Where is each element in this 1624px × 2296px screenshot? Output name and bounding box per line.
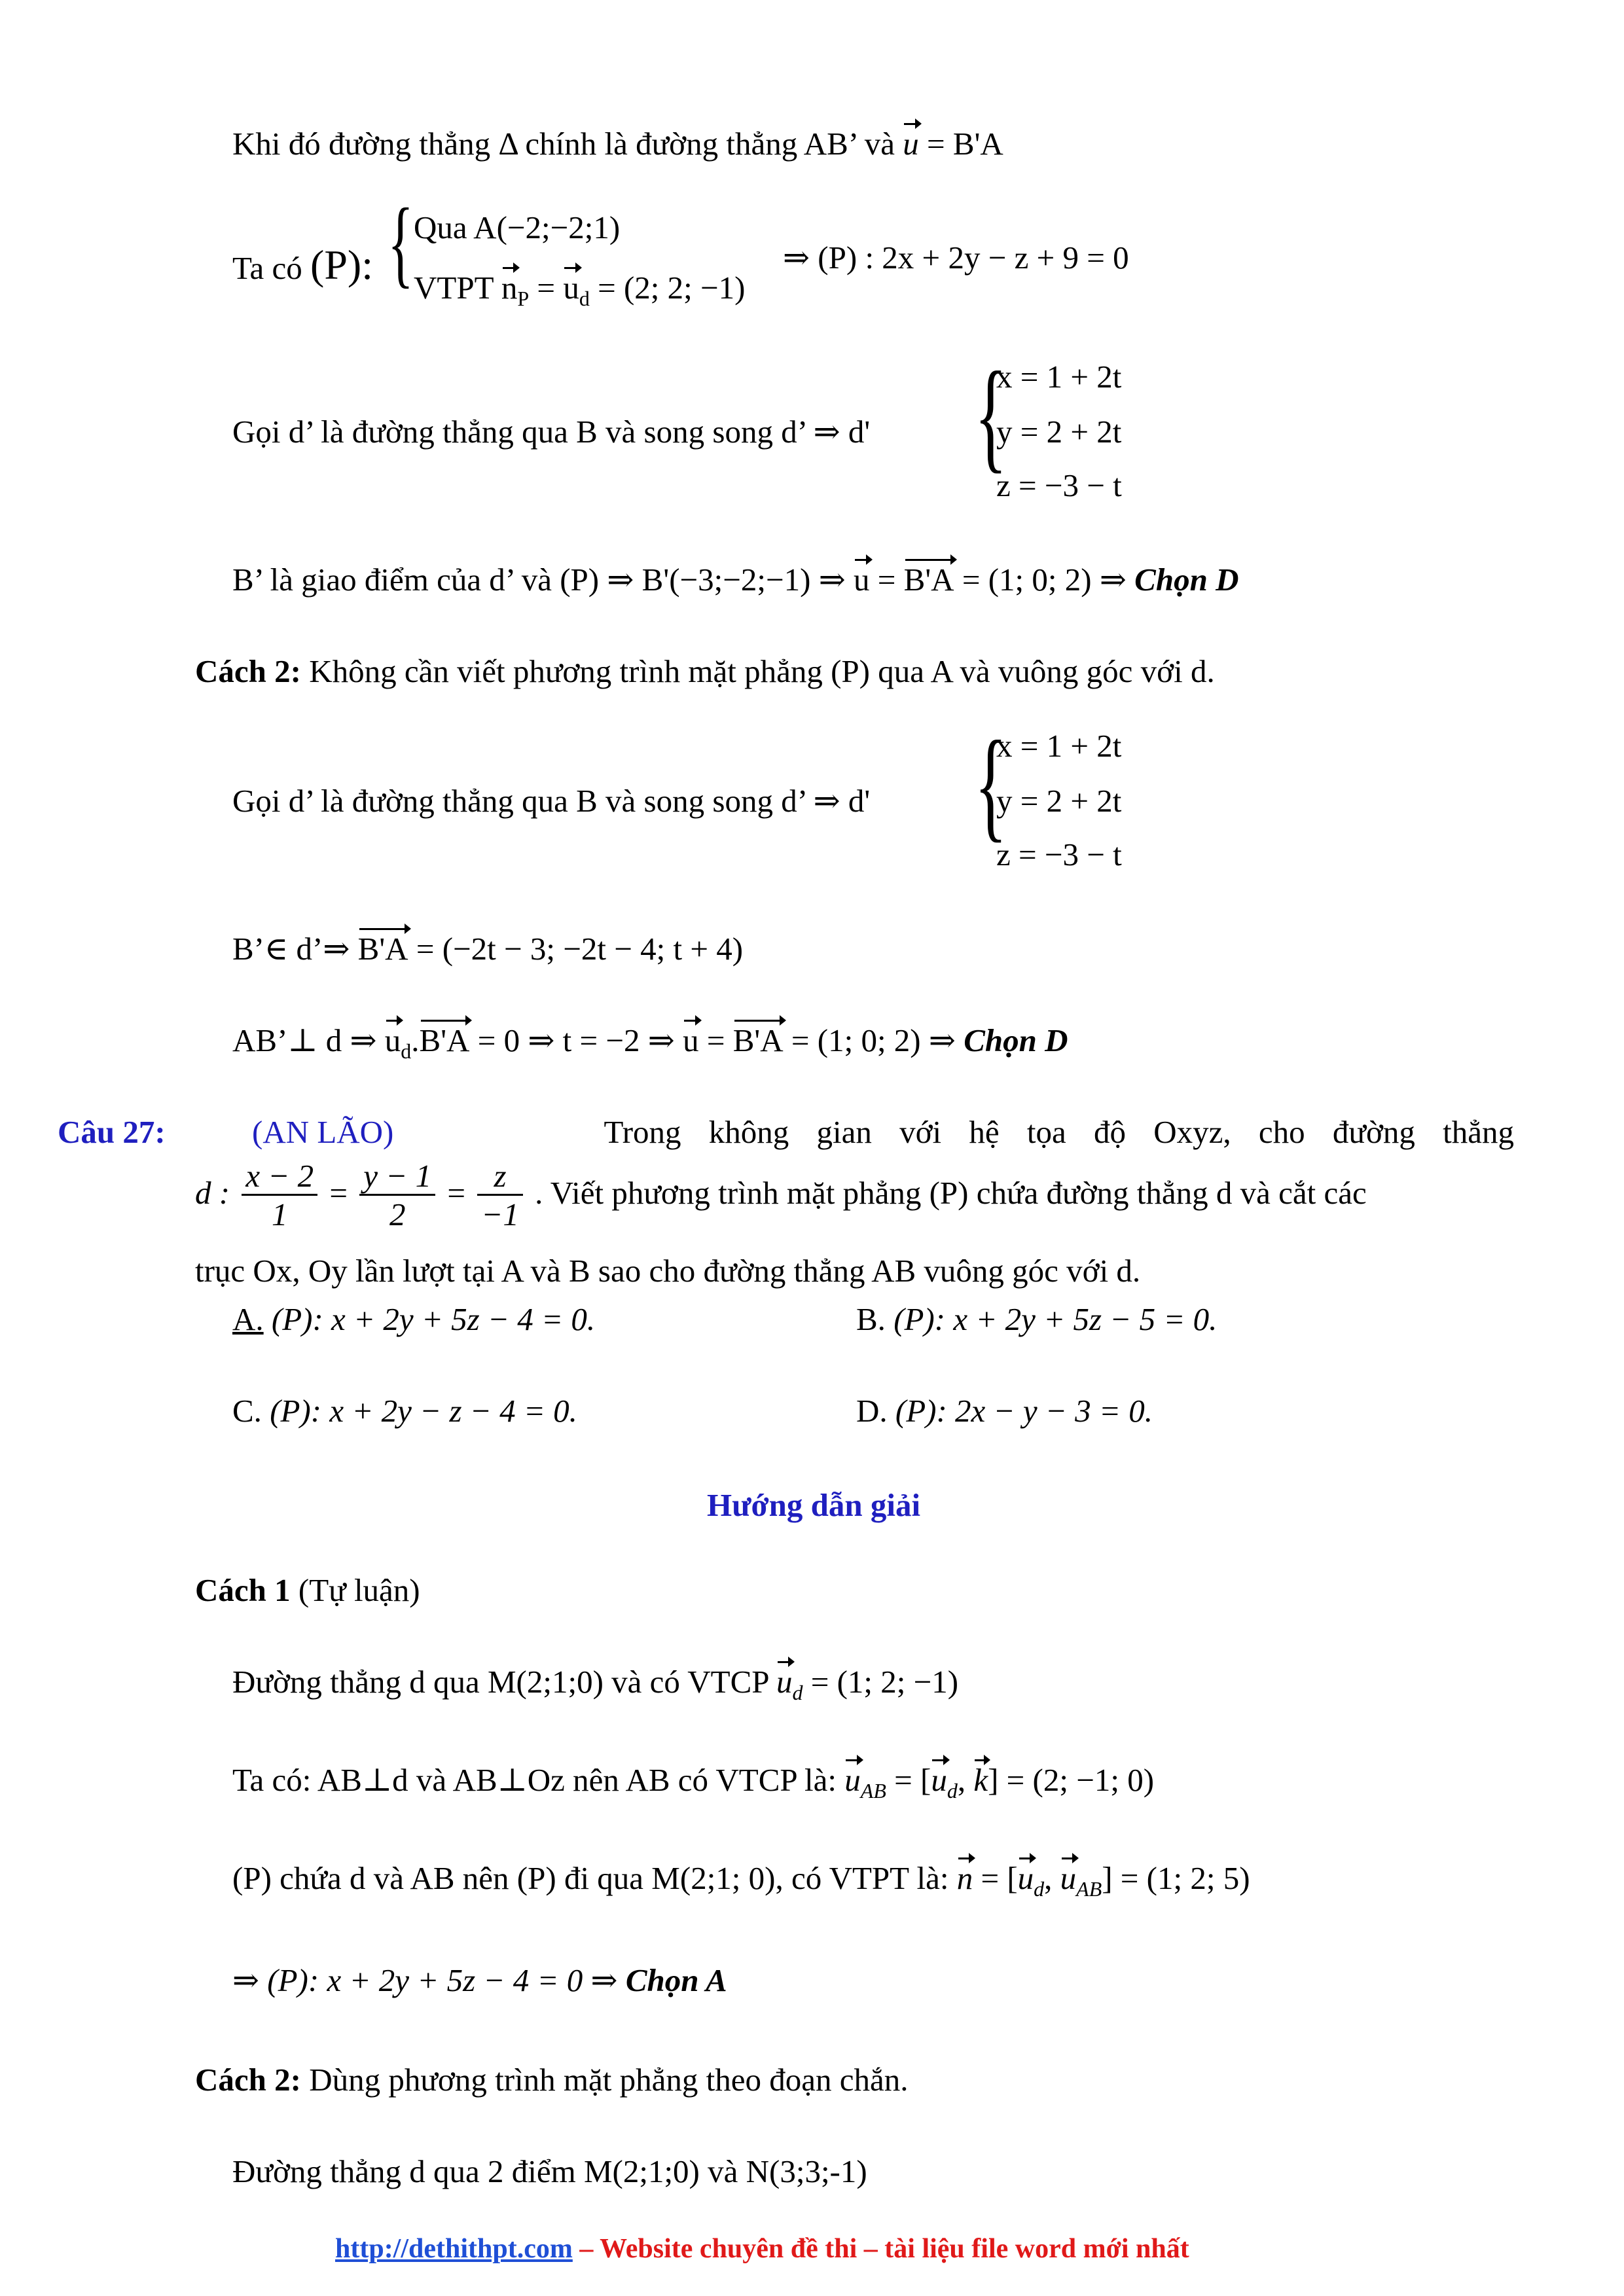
line-1 <box>232 126 1003 162</box>
sub: d <box>792 1680 803 1704</box>
t: . <box>411 1022 420 1058</box>
solution-line-3: (P) chứa d và AB nên (P) đi qua M(2;1; 0), có VTPT là: $n = [u_d$, $u_{AB}] = (1$; 2; 5) <box>232 1860 1250 1901</box>
t: ] = (2; −1; 0) <box>988 1762 1155 1798</box>
solution-line-5: Đường thẳng d qua 2 điểm M(2;1;0) và N(3;3;-1) <box>232 2153 867 2189</box>
t: = (2; 2; −1) <box>598 270 746 306</box>
option-b <box>856 1301 1217 1338</box>
line-7 <box>232 1022 1068 1064</box>
option-a <box>232 1301 595 1338</box>
vector-u: u <box>384 1022 401 1058</box>
fraction-2 <box>359 1158 435 1234</box>
fraction-3 <box>477 1158 523 1234</box>
t: = <box>447 1175 466 1211</box>
method-2-text: Không cần viết phương trình mặt phẳng (P) qua A và vuông góc với d. <box>300 653 1215 689</box>
question-source: (AN LÃO) <box>252 1114 394 1150</box>
den: 1 <box>271 1196 288 1232</box>
method-2-label: Cách 2: <box>195 2062 301 2098</box>
den: −1 <box>481 1196 519 1232</box>
t: = (1; 0; 2) ⇒ <box>783 1022 964 1058</box>
solution-line-1 <box>232 1664 958 1705</box>
t: = <box>537 270 564 306</box>
option-b-text: (P): x + 2y + 5z − 5 = 0. <box>893 1301 1218 1337</box>
vector-u: u <box>931 1762 947 1798</box>
sys-2: y = 2 + 2t <box>996 414 1122 450</box>
t: = <box>329 1175 348 1211</box>
text: Ta có <box>232 250 302 286</box>
t: = <box>698 1022 733 1058</box>
sub: AB <box>1076 1876 1102 1901</box>
brace: { <box>388 188 414 297</box>
sys-3: z = −3 − t <box>996 836 1122 872</box>
vector-u: u <box>903 126 919 162</box>
sub: d <box>947 1778 958 1803</box>
t: = [ <box>886 1762 931 1798</box>
vector-n: n <box>956 1860 973 1896</box>
option-d-label: D. <box>856 1393 888 1429</box>
line-2-row-2 <box>414 270 745 311</box>
line-1-eq: = B'A <box>927 126 1003 162</box>
line-5-text: Gọi d’ là đường thẳng qua B và song song d’ ⇒ d' <box>232 783 871 819</box>
question-intro <box>252 1114 1514 1151</box>
question-label: Câu 27: <box>58 1114 166 1150</box>
vector-u: u <box>776 1664 793 1700</box>
vector-u: u <box>844 1762 861 1798</box>
choose-answer: Chọn A <box>625 1962 727 1998</box>
line-2-row-1: Qua A(−2;−2;1) <box>414 209 621 245</box>
option-c <box>232 1393 577 1429</box>
vector-u: u <box>854 562 870 598</box>
question-line-3: trục Ox, Oy lần lượt tại A và B sao cho đường thẳng AB vuông góc với d. <box>195 1253 1141 1289</box>
brace: { <box>974 347 1007 484</box>
footer <box>335 2233 1189 2265</box>
sys-2: y = 2 + 2t <box>996 783 1122 819</box>
vector-u: u <box>1017 1860 1034 1896</box>
t: Ta có: AB⊥d và AB⊥Oz nên AB có VTCP là: <box>232 1762 845 1798</box>
method-1-label: Cách 1 <box>195 1572 291 1608</box>
option-a-text: (P): x + 2y + 5z − 4 = 0. <box>271 1301 596 1337</box>
brace: { <box>974 716 1007 853</box>
line-4 <box>232 562 1238 598</box>
fraction-1 <box>242 1158 317 1234</box>
sub: P <box>517 286 530 310</box>
option-b-label: B. <box>856 1301 886 1337</box>
solution-line-4 <box>232 1962 727 1999</box>
line-2-prefix <box>232 241 373 289</box>
footer-text: – Website chuyên đề thi – tài liệu file word mới nhất <box>572 2234 1189 2264</box>
t: ⇒ (P): x + 2y + 5z − 4 = 0 ⇒ <box>232 1962 626 1998</box>
sub: d <box>1034 1876 1045 1901</box>
num: z <box>477 1158 523 1196</box>
question-intro-text: Trong không gian với hệ tọa độ Oxyz, cho đường thẳng <box>604 1114 1514 1150</box>
vector-ba: B'A <box>903 562 954 598</box>
vector-u: u <box>563 270 579 306</box>
choose-answer: Chọn D <box>964 1022 1068 1058</box>
t: = 0 ⇒ t = −2 ⇒ <box>469 1022 683 1058</box>
sys-1: x = 1 + 2t <box>996 359 1122 395</box>
vector-k: k <box>973 1762 988 1798</box>
sub: AB <box>860 1778 886 1803</box>
sub: d <box>579 286 590 310</box>
t: d : <box>195 1175 230 1211</box>
t: AB’⊥ d ⇒ <box>232 1022 377 1058</box>
option-d-text: (P): 2x − y − 3 = 0. <box>895 1393 1153 1429</box>
t: = (−2t − 3; −2t − 4; t + 4) <box>408 931 744 967</box>
option-d <box>856 1393 1153 1429</box>
vector-n: n <box>501 270 518 306</box>
sys-1: x = 1 + 2t <box>996 728 1122 764</box>
method-2 <box>195 653 1215 690</box>
t: Đường thẳng d qua M(2;1;0) và có VTCP <box>232 1664 776 1700</box>
num: x − 2 <box>242 1158 317 1196</box>
vector-ba: B'A <box>732 1022 784 1058</box>
t: (P) chứa d và AB nên (P) đi qua M(2;1; 0), có VTPT là: <box>232 1860 957 1896</box>
method-2-text: Dùng phương trình mặt phẳng theo đoạn chắn. <box>300 2062 909 2098</box>
method-1-note: (Tự luận) <box>290 1572 420 1608</box>
t: = [ <box>973 1860 1018 1896</box>
method-2b <box>195 2062 908 2098</box>
t: = (1; 0; 2) ⇒ <box>954 562 1135 598</box>
vector-u: u <box>683 1022 699 1058</box>
t: VTPT <box>414 270 494 306</box>
vector-ba: B'A <box>357 931 408 967</box>
sub: d <box>401 1039 412 1063</box>
t: B’∈ d’⇒ <box>232 931 350 967</box>
option-c-label: C. <box>232 1393 262 1429</box>
option-c-text: (P): x + 2y − z − 4 = 0. <box>270 1393 577 1429</box>
option-a-label: A. <box>232 1301 264 1337</box>
den: 2 <box>389 1196 406 1232</box>
method-2-label: Cách 2: <box>195 653 301 689</box>
t: . Viết phương trình mặt phẳng (P) chứa đường thẳng d và cắt các <box>535 1175 1367 1211</box>
line-1-text: Khi đó đường thẳng Δ chính là đường thẳng AB’ và <box>232 126 895 162</box>
question-equation <box>195 1158 1367 1234</box>
num: y − 1 <box>359 1158 435 1196</box>
line-6 <box>232 931 743 967</box>
method-1 <box>195 1572 420 1609</box>
solution-heading: Hướng dẫn giải <box>707 1487 921 1523</box>
plane-label: (P): <box>310 242 374 288</box>
t: = <box>869 562 904 598</box>
t: ] = (1; 2; 5) <box>1102 1860 1250 1896</box>
vector-ba: B'A <box>419 1022 470 1058</box>
line-2-result: ⇒ (P) : 2x + 2y − z + 9 = 0 <box>783 240 1129 276</box>
vector-u: u <box>1060 1860 1077 1896</box>
choose-answer: Chọn D <box>1134 562 1239 598</box>
footer-link[interactable]: http://dethithpt.com <box>335 2234 573 2264</box>
line-3-text: Gọi d’ là đường thẳng qua B và song song d’ ⇒ d' <box>232 414 871 450</box>
sys-3: z = −3 − t <box>996 467 1122 503</box>
solution-line-2: Ta có: AB⊥d và AB⊥Oz nên AB có VTCP là: $u_{AB} = [u_d$, k] = (2; −1; 0) <box>232 1762 1155 1803</box>
t: = (1; 2; −1) <box>803 1664 959 1700</box>
t: B’ là giao điểm của d’ và (P) ⇒ B'(−3;−2;−1) ⇒ <box>232 562 846 598</box>
